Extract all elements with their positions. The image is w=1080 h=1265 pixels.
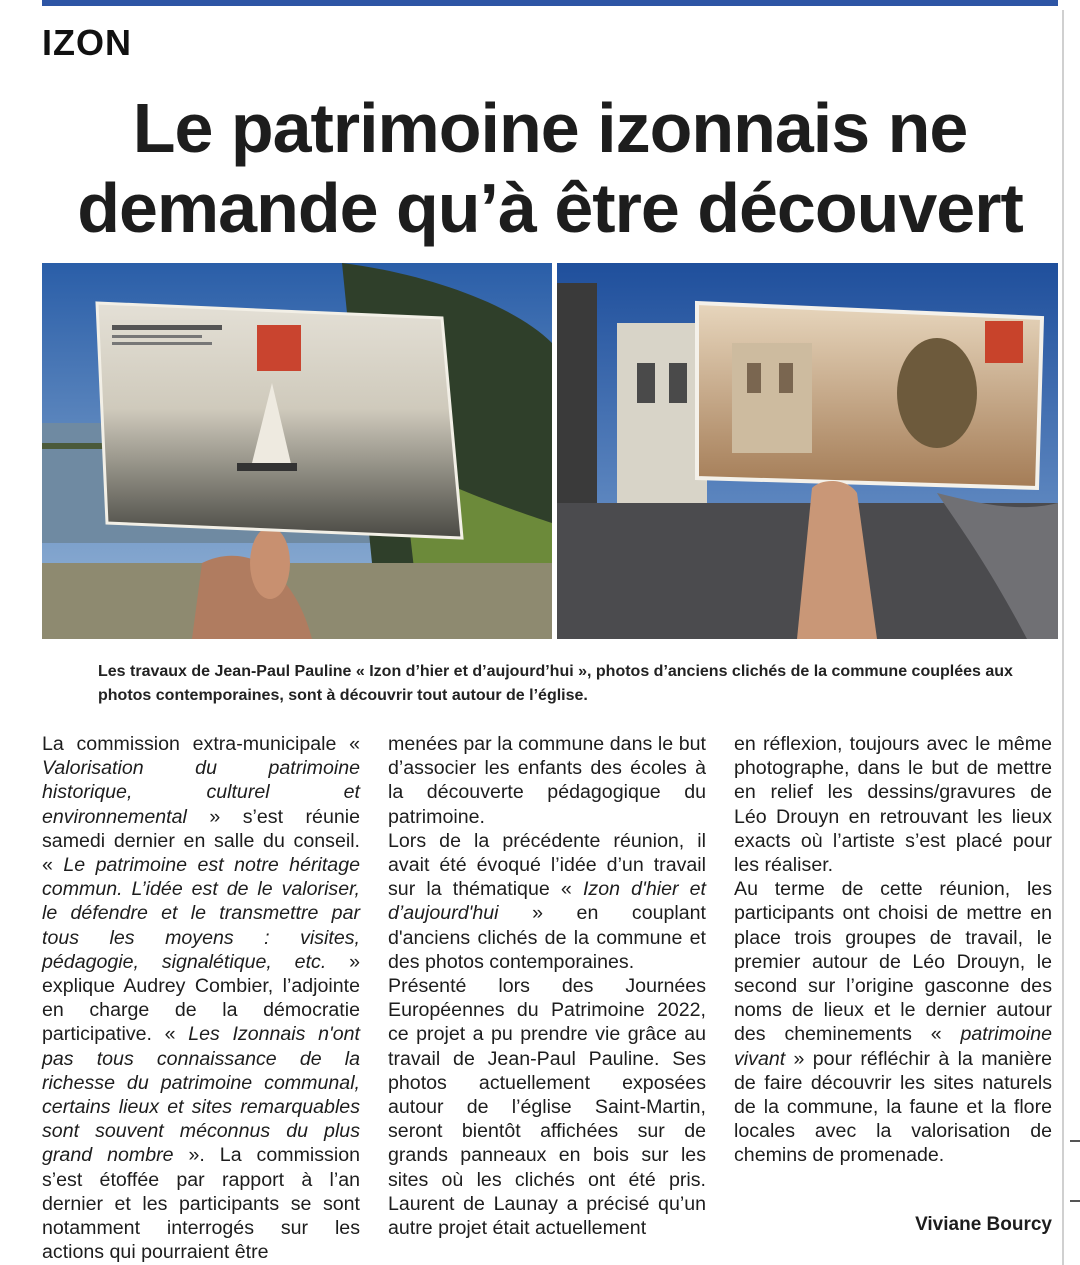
body-text: » s’est réunie samedi dernier en salle du conseil. « (42, 805, 360, 877)
page-edge-tick (1070, 1140, 1080, 1142)
body-text: ». La commission s’est étoffée par rapport à l’an dernier et les participants se sont notamment interrogés sur les actions qui pourraient être (42, 1144, 360, 1264)
paragraph (388, 829, 706, 974)
paragraph (734, 732, 1052, 877)
quote-text: Valorisation du patrimoine historique, culturel et environnemental (42, 757, 360, 828)
body-text: en réflexion, toujours avec le même photographe, dans le but de mettre en relief les dessins/gravures de Léo Drouyn en retrouvant les lieux exacts où l’artiste s’est placé pour les réaliser. (734, 733, 1052, 877)
page-edge-tick (1070, 1200, 1080, 1202)
photo-street-postcard (557, 263, 1058, 639)
section-label: IZON (42, 22, 132, 63)
body-text: Lors de la précédente réunion, il avait été évoqué l’idée d’un travail sur la thématique « (388, 829, 706, 901)
article-column-1 (42, 732, 360, 1264)
quote-text: Izon d'hier et d’aujourd'hui (388, 878, 707, 925)
body-text: menées par la commune dans le but d’associer les enfants des écoles à la découverte pédagogique du patrimoine. (388, 733, 706, 828)
article-column-2 (388, 732, 706, 1240)
headline: Le patrimoine izonnais ne demande qu’à être découvert (77, 89, 1023, 247)
body-text: Présenté lors des Journées Européennes du Patrimoine 2022, ce projet a pu prendre vie grâce au travail de Jean-Paul Pauline. Ses photos actuellement exposées autour de l’église Saint-Martin, seront bientôt affichées sur de grands panneaux en bois sur les sites où les clichés ont été pris. Laurent de Launay a précisé qu’un autre projet était actuellement (388, 975, 706, 1240)
paragraph (388, 974, 706, 1240)
quote-text: patrimoine vivant (734, 1023, 1052, 1070)
paragraph (734, 877, 1052, 1167)
photo-riverbank-postcard (42, 263, 552, 639)
page-edge-rule (1062, 10, 1064, 1265)
article-column-3 (734, 732, 1052, 1168)
body-text: La commission extra-municipale « (42, 733, 360, 755)
paragraph (388, 732, 706, 829)
author-byline: Viviane Bourcy (915, 1214, 1052, 1235)
quote-text: Les Izonnais n'ont pas tous connaissance de la richesse du patrimoine communal, certains lieux et sites remarquables sont souvent méconnus du plus grand nombre (42, 1023, 360, 1167)
paragraph (42, 732, 360, 1264)
quote-text: Le patrimoine est notre héritage commun. L’idée est de le valoriser, le défendre et le transmettre par tous les moyens : visites, pédagogie, signalétique, etc. (42, 854, 360, 973)
top-color-rule (42, 0, 1058, 6)
photo-caption: Les travaux de Jean-Paul Pauline « Izon d’hier et d’aujourd’hui », photos d’anciens clichés de la commune couplées aux photos contemporaines, sont à découvrir tout autour de l’église. (98, 663, 1013, 704)
body-text: » pour réfléchir à la manière de faire découvrir les sites naturels de la commune, la faune et la flore locales avec la valorisation de chemins de promenade. (734, 1047, 1052, 1167)
body-text: » explique Audrey Combier, l’adjointe en charge de la démocratie participative. « (42, 950, 361, 1046)
body-text: Au terme de cette réunion, les participants ont choisi de mettre en place trois groupes de travail, le premier autour de Léo Drouyn, le second sur l’origine gasconne des noms de lieux et le dernier autour des cheminements « (734, 878, 1052, 1046)
body-text: » en couplant d'anciens clichés de la commune et des photos contemporaines. (388, 902, 706, 973)
